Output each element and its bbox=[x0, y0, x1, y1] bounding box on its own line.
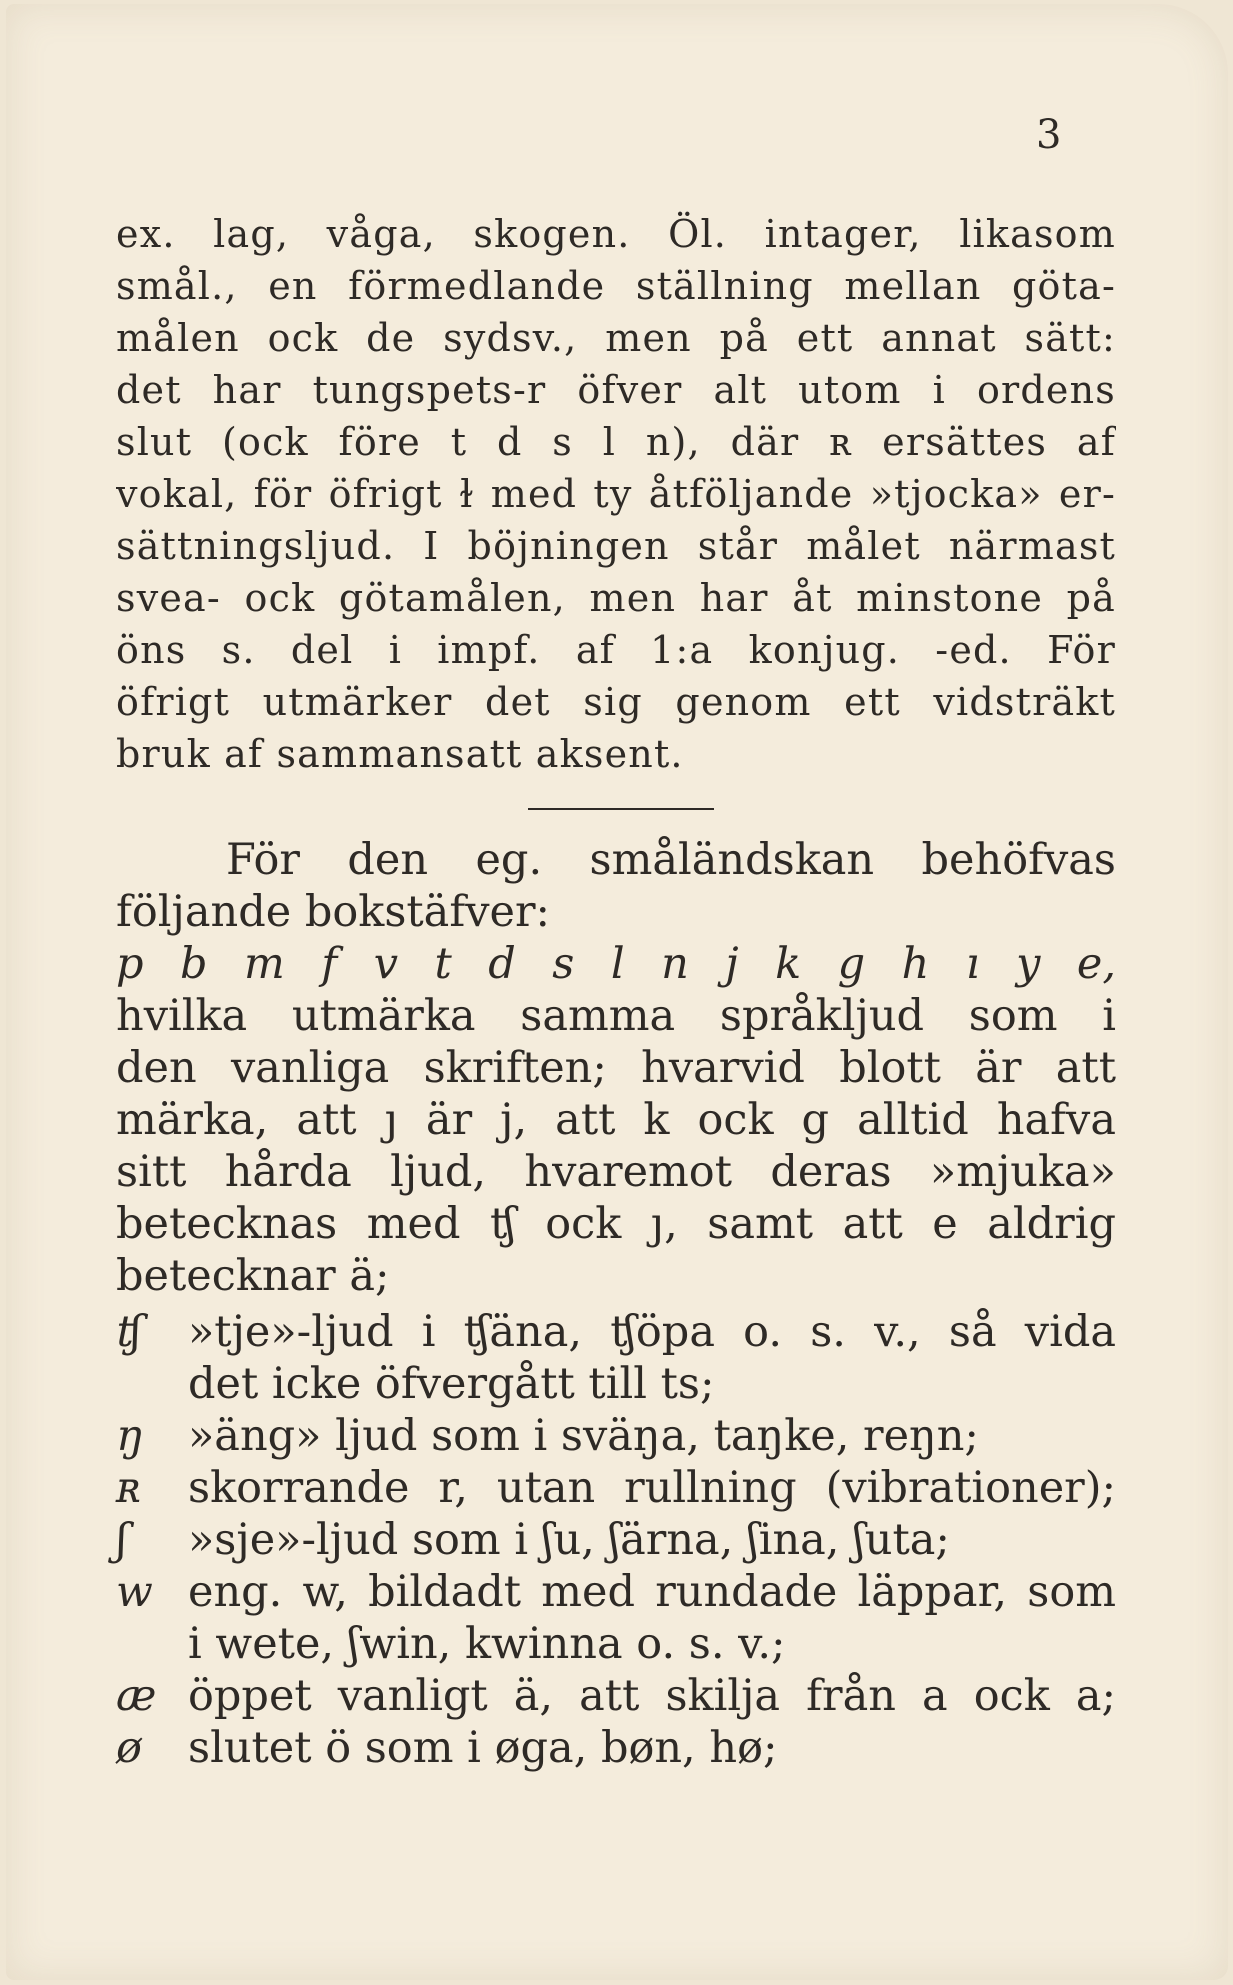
symbol-entry bbox=[116, 1306, 1116, 1358]
letter: y bbox=[1016, 939, 1041, 989]
letter: n bbox=[661, 939, 689, 989]
letter: g bbox=[837, 939, 866, 989]
symbol-entry bbox=[116, 1722, 1116, 1774]
text-line: målen ock de sydsv., men på ett annat sätt: bbox=[116, 316, 1116, 360]
symbol-description: slutet ö som i øga, bøn, hø; bbox=[188, 1723, 778, 1773]
symbol: ʃ bbox=[116, 1515, 128, 1565]
section-divider bbox=[528, 808, 714, 810]
symbol-description: »sje»-ljud som i ʃu, ʃärna, ʃina, ʃuta; bbox=[188, 1515, 950, 1565]
text-line: den vanliga skriften; hvarvid blott är att bbox=[116, 1043, 1116, 1093]
symbol-description: skorrande r, utan rullning (vibrationer); bbox=[188, 1463, 1116, 1513]
letter: p bbox=[116, 939, 144, 989]
symbol-entry bbox=[116, 1410, 1116, 1462]
letter: s bbox=[552, 939, 575, 989]
text-line: hvilka utmärka samma språkljud som i bbox=[116, 991, 1116, 1041]
text-line: För den eg. småländskan behöfvas bbox=[226, 835, 1116, 885]
page-number: 3 bbox=[1036, 112, 1062, 158]
letter: ı bbox=[965, 939, 980, 989]
symbol-entry bbox=[116, 1566, 1116, 1618]
symbol-definitions bbox=[116, 1306, 1116, 1774]
text-line: svea- ock götamålen, men har åt minstone på bbox=[116, 576, 1116, 620]
symbol-entry bbox=[116, 1514, 1116, 1566]
text-line: följande bokstäfver: bbox=[116, 887, 551, 937]
symbol-description: »tje»-ljud i ʧäna, ʧöpa o. s. v., så vida bbox=[188, 1307, 1116, 1357]
paragraph-1 bbox=[116, 208, 1116, 780]
symbol: ʀ bbox=[116, 1463, 141, 1513]
text-line: märka, att ȷ är j, att k ock g alltid hafva bbox=[116, 1095, 1116, 1145]
letter: d bbox=[488, 939, 516, 989]
symbol-description: »äng» ljud som i sväŋa, taŋke, reŋn; bbox=[188, 1411, 979, 1461]
letter: h bbox=[901, 939, 930, 989]
symbol: ŋ bbox=[116, 1411, 144, 1461]
letter-list bbox=[116, 938, 1116, 990]
symbol: ʧ bbox=[116, 1307, 142, 1357]
text-line: bruk af sammansatt aksent. bbox=[116, 732, 684, 776]
letter: j bbox=[725, 939, 739, 989]
symbol-description-cont: det icke öfvergått till ts; bbox=[188, 1359, 715, 1409]
symbol: æ bbox=[116, 1671, 157, 1721]
text-line: vokal, för öfrigt ɫ med ty åtföljande »tjocka» er- bbox=[116, 472, 1116, 516]
text-line: betecknar ä; bbox=[116, 1251, 390, 1301]
paragraph-2 bbox=[116, 834, 1116, 1302]
symbol-description: öppet vanligt ä, att skilja från a ock a; bbox=[188, 1671, 1116, 1721]
symbol: w bbox=[116, 1567, 153, 1617]
symbol-entry bbox=[116, 1462, 1116, 1514]
letter: e, bbox=[1076, 939, 1116, 989]
symbol-description: eng. w, bildadt med rundade läppar, som bbox=[188, 1567, 1116, 1617]
symbol: ø bbox=[116, 1723, 142, 1773]
text-line: sättningsljud. I böjningen står målet närmast bbox=[116, 524, 1116, 568]
text-line: ex. lag, våga, skogen. Öl. intager, likasom bbox=[116, 212, 1116, 256]
letter: t bbox=[434, 939, 452, 989]
text-line: sitt hårda ljud, hvaremot deras »mjuka» bbox=[116, 1147, 1116, 1197]
text-line: öfrigt utmärker det sig genom ett vidsträkt bbox=[116, 680, 1116, 724]
symbol-description-cont: i wete, ʃwin, kwinna o. s. v.; bbox=[188, 1619, 786, 1669]
letter: v bbox=[373, 939, 398, 989]
text-line: det har tungspets-r öfver alt utom i ordens bbox=[116, 368, 1116, 412]
letter: k bbox=[775, 939, 802, 989]
text-line: betecknas med ʧ ock ȷ, samt att e aldrig bbox=[116, 1199, 1116, 1249]
text-line: slut (ock före t d s l n), där ʀ ersättes af bbox=[116, 420, 1116, 464]
text-line: öns s. del i impf. af 1:a konjug. -ed. För bbox=[116, 628, 1116, 672]
letter: m bbox=[244, 939, 285, 989]
book-page bbox=[6, 4, 1228, 1980]
letter: l bbox=[610, 939, 625, 989]
text-line: smål., en förmedlande ställning mellan göta- bbox=[116, 264, 1116, 308]
letter: f bbox=[321, 939, 338, 989]
symbol-entry bbox=[116, 1670, 1116, 1722]
letter: b bbox=[180, 939, 208, 989]
